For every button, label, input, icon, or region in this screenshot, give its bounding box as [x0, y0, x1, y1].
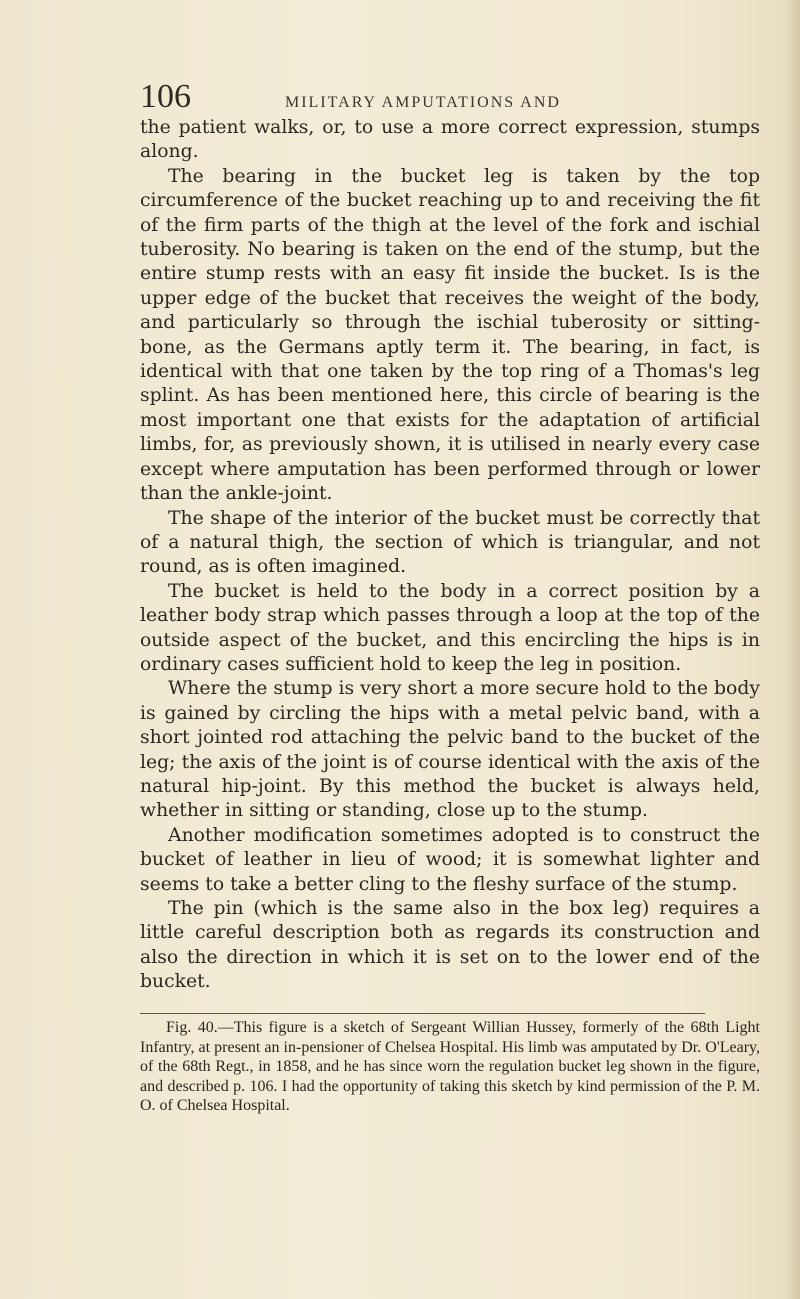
body-text	[140, 116, 760, 995]
paragraph: The shape of the interior of the bucket must be correctly that of a natural thigh, the section of which is triangular, and not round, as is often imagined.	[140, 507, 760, 578]
figure-caption	[140, 1018, 760, 1116]
caption-text: Fig. 40.—This figure is a sketch of Sergeant Willian Hussey, formerly of the 68th Light Infantry, at present an in-pensioner of Chelsea Hospital. His limb was amputated by Dr. O'Leary, of the 68th Regt., in 1858, and he has since worn the regulation bucket leg shown in the figure, and described p. 106. I had the opportunity of taking this sketch by kind permission of the P. M. O. of Chelsea Hospital.	[140, 1019, 760, 1115]
page-header	[140, 80, 760, 120]
page-number: 106	[140, 78, 191, 115]
paragraph: the patient walks, or, to use a more correct expression, stumps along.	[140, 117, 760, 163]
paragraph: The bearing in the bucket leg is taken by the top circumference of the bucket reaching up to and receiving the fit of the firm parts of the thigh at the level of the fork and ischial tuberosity. No bearing is taken on the end of the stump, but the entire stump rests with an easy fit inside the bucket. Is is the upper edge of the bucket that receives the weight of the body, and particularly so through the ischial tuberosity or sitting-bone, as the Germans aptly term it. The bearing, in fact, is identical with that one taken by the top ring of a Thomas's leg splint. As has been mentioned here, this circle of bearing is the most important one that exists for the adaptation of artificial limbs, for, as previously shown, it is utilised in nearly every case except where amputation has been performed through or lower than the ankle-joint.	[140, 165, 760, 505]
running-head: MILITARY AMPUTATIONS AND	[285, 94, 561, 111]
caption-divider	[140, 1013, 705, 1014]
paragraph: The pin (which is the same also in the box leg) requires a little careful description both as regards its construction and also the direction in which it is set on to the lower end of the bucket.	[140, 898, 760, 993]
paragraph: The bucket is held to the body in a correct position by a leather body strap which passes through a loop at the top of the outside aspect of the bucket, and this encircling the hips is in ordinary cases sufficient hold to keep the leg in position.	[140, 580, 760, 675]
page-edge-shadow	[786, 0, 800, 1299]
paragraph: Where the stump is very short a more secure hold to the body is gained by circling the hips with a metal pelvic band, with a short jointed rod attaching the pelvic band to the bucket of the leg; the axis of the joint is of course identical with the axis of the natural hip-joint. By this method the bucket is always held, whether in sitting or standing, close up to the stump.	[140, 678, 760, 822]
paragraph: Another modification sometimes adopted is to construct the bucket of leather in lieu of wood; it is somewhat lighter and seems to take a better cling to the fleshy surface of the stump.	[140, 824, 760, 895]
